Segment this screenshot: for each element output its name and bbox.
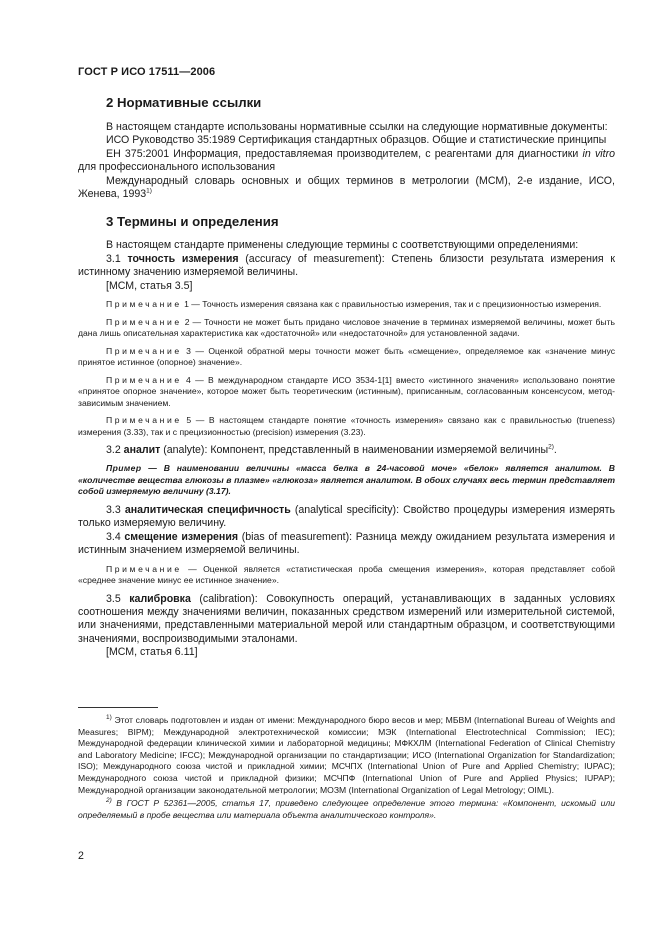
reference-vim-text: Международный словарь основных и общих терминов в метрологии (МСМ), 2-е издание, ИСО, Женева, 1993	[78, 174, 615, 201]
reference-iso-guide-35: ИСО Руководство 35:1989 Сертификация стандартных образцов. Общие и статистические принципы	[106, 134, 607, 147]
note-3-1-4	[78, 375, 615, 410]
note-3-1-5	[78, 415, 615, 438]
footnote-1-text: Этот словарь подготовлен и издан от имени: Международного бюро весов и мер; МБВМ (International Bureau of Weights and Measures; BIPM); Международной электротехнической комиссии; МЭК (International Electrotechnical Commission; IEC); Международной федерации клинической химии и лабораторной медицины; МФКХЛМ (International Federation of Clinical Chemistry and Laboratory Medicine; IFCC); Международной организации по стандартизации; ИСО (International Organization for Standardization; ISO); Международного союза чистой и прикладной химии; МСЧПХ (International Union of Pure and Applied Chemistry; IUPAC); Международного союза чистой и прикладной физики; МСЧПФ (International Union of Pure and Applied Physics; IUPAP); Международной организации законодательной метрологии; МОЗМ (International Organization of Legal Metrology; OIML).	[78, 715, 615, 795]
reference-en-375-text: ЕН 375:2001 Информация, предоставляемая производителем, с реагентами для диагностики	[106, 147, 583, 160]
reference-vim	[78, 175, 615, 202]
term-3-2-definition: (analyte): Компонент, представленный в наименовании измеряемой величины	[160, 444, 549, 457]
term-3-4	[78, 531, 615, 558]
example-label: Пример	[106, 463, 142, 474]
term-3-3	[78, 504, 615, 531]
footnote-ref-2: 2)	[548, 443, 554, 451]
term-3-4-number: 3.4	[106, 530, 125, 543]
term-3-1-term: точность измерения	[127, 252, 239, 265]
reference-en-375-italic: in vitro	[582, 147, 615, 160]
section-3-heading: 3 Термины и определения	[106, 214, 279, 230]
term-3-4-definition: (bias of measurement): Разница между ожиданием результата измерения и истинным значением измеряемой величины.	[78, 530, 615, 557]
section-2-intro: В настоящем стандарте использованы нормативные ссылки на следующие нормативные документы:	[106, 121, 608, 133]
example-3-2	[78, 463, 615, 498]
reference-en-375	[78, 148, 615, 175]
note-label: Примечание	[106, 299, 182, 310]
note-3-1-1	[78, 299, 615, 311]
footnotes	[78, 715, 615, 821]
note-label: Примечание	[106, 374, 182, 385]
term-3-3-number: 3.3	[106, 503, 125, 516]
document-header: ГОСТ Р ИСО 17511—2006	[78, 66, 216, 78]
note-text: 3 — Оценкой обратной меры точности может быть «смещение», определяемое как «значение минус принятое истинное (опорное) значение».	[78, 345, 615, 368]
term-3-2	[78, 444, 615, 457]
term-3-2-term: аналит	[123, 444, 161, 457]
note-text: 4 — В международном стандарте ИСО 3534-1[1] вместо «истинного значения» использовано понятие «принятое опорное значение», которое может быть теоретическим (истинным), приписанным, согласованным консенсусом, метод-зависимым значением.	[78, 374, 615, 408]
note-label: Примечание	[106, 316, 182, 327]
term-3-2-end: .	[553, 444, 557, 457]
footnote-2-text: В ГОСТ Р 52361—2005, статья 17, приведено следующее определение этого термина: «Компонент, искомый или определяемый в пробе вещества или материала объекта аналитического контроля».	[78, 798, 615, 820]
footnote-2	[78, 798, 615, 821]
term-3-4-term: смещение измерения	[124, 530, 239, 543]
term-3-3-definition: (analytical specificity): Свойство процедуры измерения измерять только измеряемую величину.	[78, 503, 616, 530]
page-number: 2	[78, 850, 84, 862]
note-label: Примечание	[106, 345, 182, 356]
footnote-1-mark: 1)	[106, 714, 112, 722]
term-3-3-term: аналитическая специфичность	[124, 503, 291, 516]
footnote-separator	[78, 707, 158, 708]
footnote-2-mark: 2)	[106, 797, 112, 805]
note-text: 2 — Точности не может быть придано числовое значение в терминах измеряемой величины, может быть дана лишь описательная характеристика как «достаточной» или «недостаточной» для установленной задачи.	[78, 316, 615, 339]
section-2-heading: 2 Нормативные ссылки	[106, 95, 262, 110]
section-3-intro: В настоящем стандарте применены следующие термины с соответствующими определениями:	[106, 239, 579, 252]
page-body	[78, 94, 615, 660]
term-3-1-definition: (accuracy of measurement): Степень близости результата измерения к истинному значению измеряемой величины.	[78, 252, 615, 279]
reference-en-375-text-end: для профессионального использования	[78, 161, 276, 174]
footnote-1	[78, 715, 615, 796]
note-label: Примечание	[106, 415, 182, 426]
footnote-ref-1: 1)	[146, 187, 152, 195]
term-3-5-number: 3.5	[106, 592, 130, 605]
term-3-5-source: [МСМ, статья 6.11]	[106, 646, 198, 659]
note-3-1-3	[78, 346, 615, 369]
note-3-4	[78, 564, 615, 587]
term-3-1-number: 3.1	[106, 252, 128, 265]
note-text: 5 — В настоящем стандарте понятие «точность измерения» связано как с правильностью (trueness) измерения (3.33), так и с прецизионностью (precision) измерения (3.23).	[78, 415, 615, 437]
note-3-1-2	[78, 317, 615, 340]
note-label: Примечание	[106, 563, 182, 574]
term-3-5-definition: (calibration): Совокупность операций, устанавливающих в заданных условиях соотношения между значениями величин, показанных средством измерений или измерительной системой, или значениями, представленными материальной мерой или стандартным образцом, и соответствующими значениями, воспроизводимыми эталонами.	[78, 592, 615, 645]
term-3-5	[78, 593, 615, 647]
note-text: — Оценкой является «статистическая проба смещения измерения», которая представляет собой «среднее значение минус ее истинное значение».	[78, 563, 615, 586]
term-3-1	[78, 253, 615, 280]
example-text: — В наименовании величины «масса белка в 24-часовой моче» «белок» является аналитом. В «количестве вещества глюкозы в плазме» «глюкоза» является аналитом. В обоих случаях весь термин представляет собой измеряемую величину (3.17).	[78, 463, 615, 497]
term-3-2-number: 3.2	[106, 444, 124, 457]
term-3-1-source: [МСМ, статья 3.5]	[106, 279, 193, 292]
term-3-5-term: калибровка	[129, 592, 191, 605]
note-text: 1 — Точность измерения связана как с правильностью измерения, так и с прецизионностью измерения.	[181, 299, 602, 310]
